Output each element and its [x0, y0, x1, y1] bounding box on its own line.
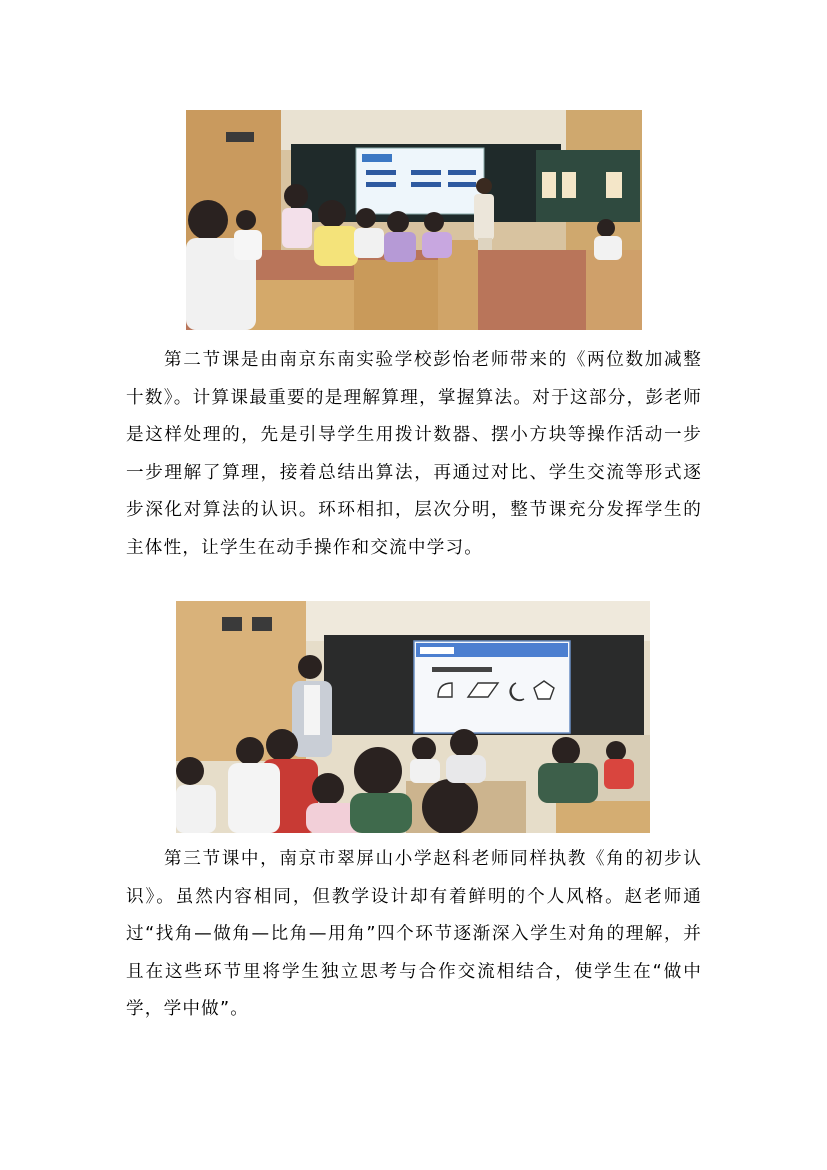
paragraph-third-lesson: 第三节课中，南京市翠屏山小学赵科老师同样执教《角的初步认识》。虽然内容相同，但教学设计却有着鲜明的个人风格。赵老师通过“找角—做角—比角—用角”四个环节逐渐深入学生对角的理解，并且在这些环节里将学生独立思考与合作交流相结合，使学生在“做中学，学中做”。 — [126, 849, 702, 1019]
classroom-photo-2-image — [176, 601, 650, 833]
classroom-photo-2 — [176, 601, 650, 833]
classroom-photo-1-image — [186, 110, 642, 330]
classroom-photo-1 — [186, 110, 642, 330]
paragraph-second-lesson: 第二节课是由南京东南实验学校彭怡老师带来的《两位数加减整十数》。计算课最重要的是理解算理，掌握算法。对于这部分，彭老师是这样处理的，先是引导学生用拨计数器、摆小方块等操作活动一步一步理解了算理，接着总结出算法，再通过对比、学生交流等形式逐步深化对算法的认识。环环相扣，层次分明，整节课充分发挥学生的主体性，让学生在动手操作和交流中学习。 — [126, 350, 702, 558]
